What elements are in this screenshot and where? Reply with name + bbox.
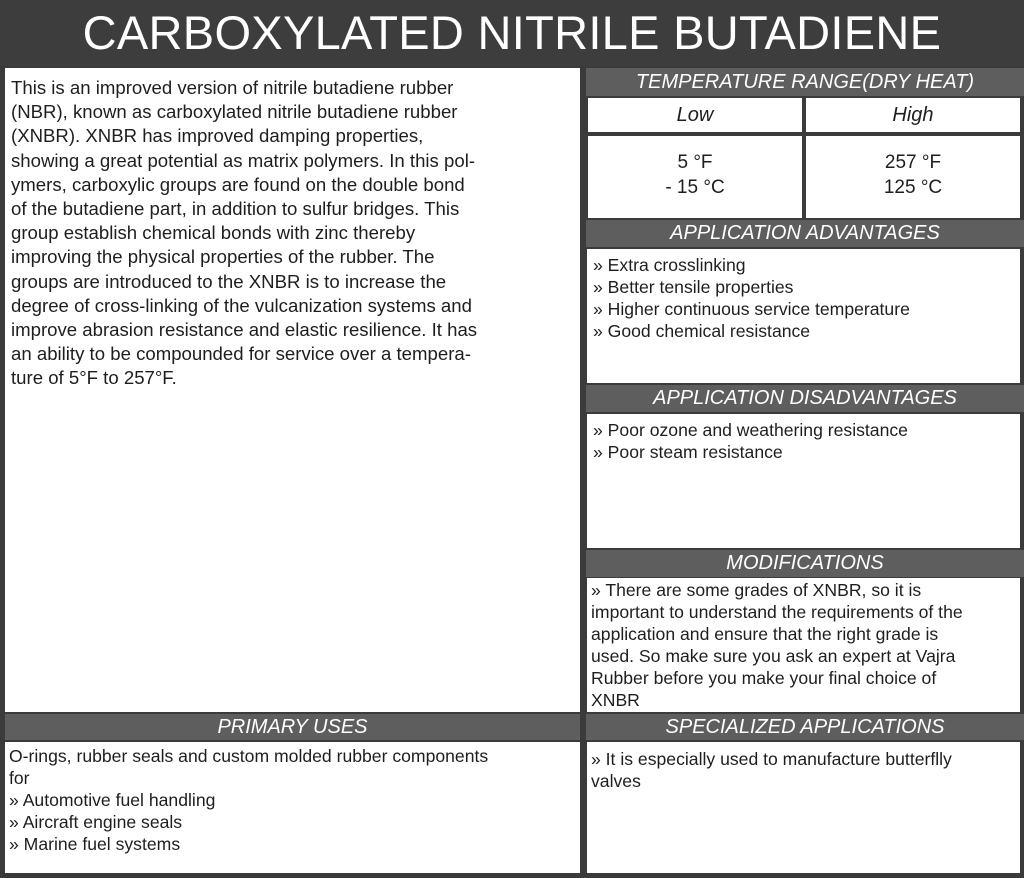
high-celsius: 125 °C: [883, 177, 943, 198]
description-line: groups are introduced to the XNBR is to increase the: [11, 270, 447, 292]
low-label: Low: [676, 104, 714, 126]
description-line: degree of cross-linking of the vulcanization systems and: [11, 294, 472, 316]
temperature-low-values: [588, 136, 802, 218]
temperature-high-values: [806, 136, 1020, 218]
primary-uses-line: for: [9, 768, 30, 788]
description-line: improving the physical properties of the rubber. The: [11, 246, 435, 268]
primary-uses-header: PRIMARY USES: [5, 714, 580, 740]
high-label: High: [892, 104, 934, 126]
specialized-line: valves: [591, 771, 641, 791]
advantage-item: » Higher continuous service temperature: [593, 299, 910, 319]
primary-uses-line: » Aircraft engine seals: [9, 812, 183, 832]
low-celsius: - 15 °C: [665, 177, 725, 198]
modifications-panel: [587, 578, 1020, 712]
modifications-line: used. So make sure you ask an expert at Vajra: [591, 646, 956, 666]
primary-uses-panel: [5, 742, 580, 873]
disadvantages-header: APPLICATION DISADVANTAGES: [586, 385, 1024, 412]
modifications-line: important to understand the requirements of the: [591, 602, 963, 622]
modifications-line: » There are some grades of XNBR, so it is: [591, 580, 922, 600]
primary-uses-line: » Marine fuel systems: [9, 834, 181, 854]
advantage-item: » Extra crosslinking: [593, 255, 746, 275]
description-line: of the butadiene part, in addition to sulfur bridges. This: [11, 198, 460, 220]
temperature-low-label: [588, 98, 802, 132]
disadvantages-panel: [587, 414, 1020, 548]
description-line: an ability to be compounded for service over a tempera-: [11, 343, 471, 365]
specialized-line: » It is especially used to manufacture butterflly: [591, 749, 952, 769]
temperature-high-label: [806, 98, 1020, 132]
advantages-panel: [587, 249, 1020, 383]
description-line: ture of 5°F to 257°F.: [11, 367, 177, 389]
low-fahrenheit: 5 °F: [677, 152, 713, 173]
disadvantage-item: » Poor steam resistance: [593, 442, 783, 462]
specialized-header: SPECIALIZED APPLICATIONS: [586, 714, 1024, 740]
description-line: This is an improved version of nitrile butadiene rubber: [11, 77, 454, 98]
specialized-panel: [587, 742, 1020, 873]
high-fahrenheit: 257 °F: [884, 152, 942, 173]
primary-uses-line: O-rings, rubber seals and custom molded rubber components: [9, 746, 489, 766]
modifications-line: XNBR: [591, 690, 640, 710]
description-line: (XNBR). XNBR has improved damping properties,: [11, 125, 424, 147]
modifications-line: application and ensure that the right grade is: [591, 624, 939, 644]
advantage-item: » Good chemical resistance: [593, 321, 811, 341]
disadvantage-item: » Poor ozone and weathering resistance: [593, 420, 908, 440]
description-line: showing a great potential as matrix polymers. In this pol-: [11, 149, 476, 171]
page-title: CARBOXYLATED NITRILE BUTADIENE: [0, 0, 1024, 66]
description-line: group establish chemical bonds with zinc thereby: [11, 222, 416, 244]
advantages-header: APPLICATION ADVANTAGES: [586, 220, 1024, 247]
description-line: ymers, carboxylic groups are found on the double bond: [11, 173, 465, 195]
description-panel: [5, 68, 580, 712]
description-line: (NBR), known as carboxylated nitrile butadiene rubber: [11, 101, 458, 123]
modifications-header: MODIFICATIONS: [586, 550, 1024, 577]
description-line: improve abrasion resistance and elastic resilience. It has: [11, 319, 478, 341]
advantage-item: » Better tensile properties: [593, 277, 794, 297]
modifications-line: Rubber before you make your final choice of: [591, 668, 937, 688]
description-text: [5, 68, 580, 391]
temperature-header: TEMPERATURE RANGE(DRY HEAT): [586, 68, 1024, 96]
primary-uses-line: » Automotive fuel handling: [9, 790, 216, 810]
